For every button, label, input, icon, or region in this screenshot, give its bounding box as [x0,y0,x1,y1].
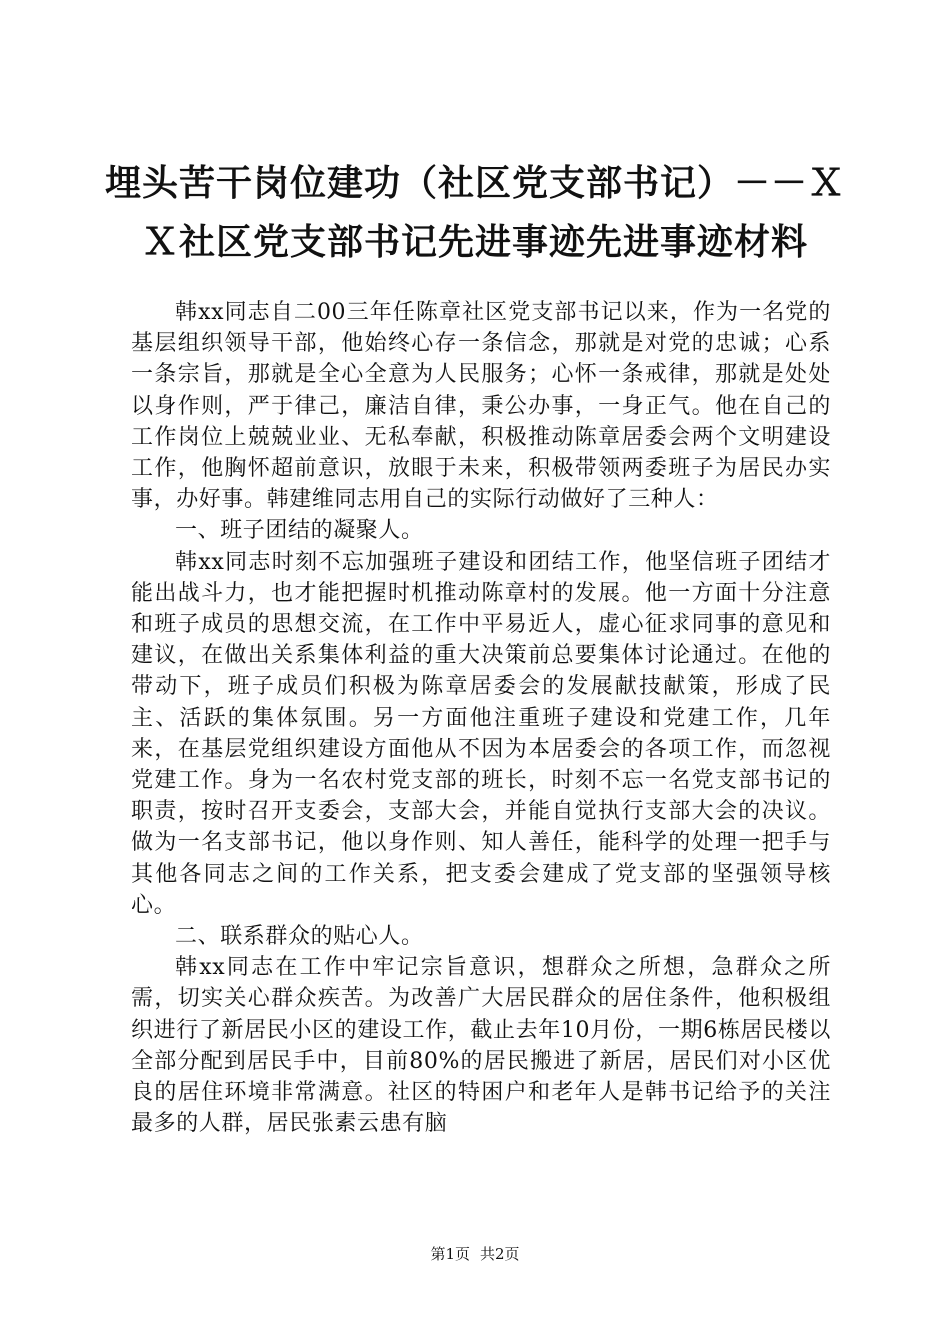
body-paragraph-section-2: 韩xx同志在工作中牢记宗旨意识，想群众之所想，急群众之所需，切实关心群众疾苦。为改善广大居民群众的居住条件，他积极组织进行了新居民小区的建设工作，截止去年10月份，一期6栋居民楼以全部分配到居民手中，目前80%的居民搬进了新居，居民们对小区优良的居住环境非常满意。社区的特困户和老年人是韩书记给予的关注最多的人群，居民张素云患有脑 [131,955,831,1137]
body-paragraph-section-1: 韩xx同志时刻不忘加强班子建设和团结工作，他坚信班子团结才能出战斗力，也才能把握时机推动陈章村的发展。他一方面十分注意和班子成员的思想交流，在工作中平易近人，虚心征求同事的意见和建议，在做出关系集体利益的重大决策前总要集体讨论通过。在他的带动下，班子成员们积极为陈章居委会的发展献技献策，形成了民主、活跃的集体氛围。另一方面他注重班子建设和党建工作，几年来，在基层党组织建设方面他从不因为本居委会的各项工作，而忽视党建工作。身为一名农村党支部的班长，时刻不忘一名党支部书记的职责，按时召开支委会，支部大会，并能自觉执行支部大会的决议。做为一名支部书记，他以身作则、知人善任，能科学的处理一把手与其他各同志之间的工作关系，把支委会建成了党支部的坚强领导核心。 [131,549,831,918]
section-heading-2: 二、联系群众的贴心人。 [175,924,424,950]
body-paragraph-intro: 韩xx同志自二00三年任陈章社区党支部书记以来，作为一名党的基层组织领导干部，他始终心存一条信念，那就是对党的忠诚；心系一条宗旨，那就是全心全意为人民服务；心怀一条戒律，那就是处处以身作则，严于律己，廉洁自律，秉公办事，一身正气。他在自己的工作岗位上兢兢业业、无私奉献，积极推动陈章居委会两个文明建设工作，他胸怀超前意识，放眼于未来，积极带领两委班子为居民办实事，办好事。韩建维同志用自己的实际行动做好了三种人： [131,300,831,513]
document-body [131,297,831,1139]
section-heading-1: 一、班子团结的凝聚人。 [175,518,424,544]
page-number-current: 第1页 [430,1245,470,1263]
document-title-line-2: Ｘ社区党支部书记先进事迹先进事迹材料 [141,221,808,263]
document-title-line-1: 埋头苦干岗位建功（社区党支部书记）－－Ｘ [104,162,845,204]
page-footer [0,1244,950,1264]
page-number-total: 共2页 [480,1245,520,1263]
